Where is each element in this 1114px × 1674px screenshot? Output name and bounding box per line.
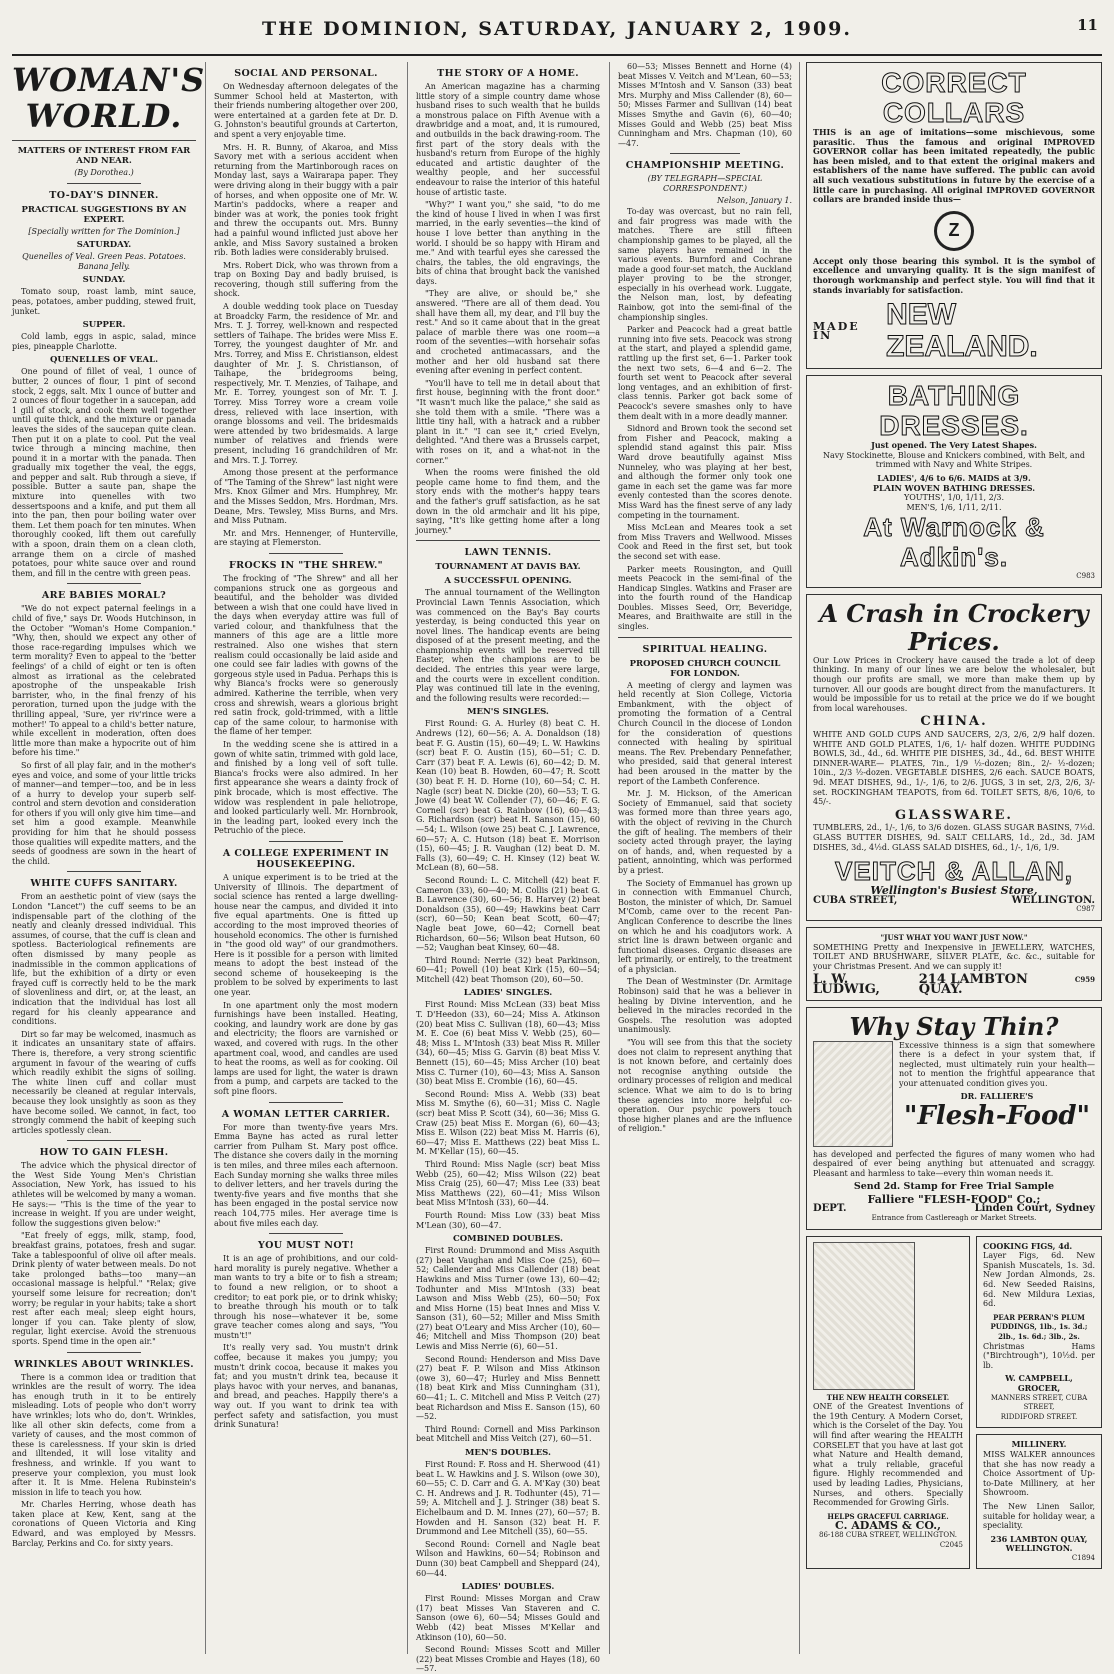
divider [67,1140,141,1141]
thin-body: Excessive thinness is a sign that somewhere there is a defect in your system that, if neglected, must ultimately ruin your health—not to mention the frightful appearance that your attenuated condition gives you. [899,1040,1095,1088]
section-title: WOMAN'S WORLD. [12,61,206,135]
article-paragraph: Parker meets Rousington, and Quill meets Peacock in the semi-final of the Handicap Singles. Watkins and Fraser are into the fourth round of the Handicap Doubles. Misses Seed, Orr, Beveridge, Meares, and Braithwaite are still in the singles. [618,564,792,632]
article-paragraph: So first of all play fair, and in the mother's eyes and voice, and some of your little tricks of manner—and temper—too, and be in less of a hurry to develop your superb self-control and stern devotion and consideration for others if you will only give him time—and set him a good example. Meanwhile providing for him that he should possess those qualities will expedite matters, and the seeds of goodness are sown in the heart of the child. [12,760,196,866]
divider [269,1102,343,1103]
ad-code: C983 [1076,572,1095,581]
corset-firm: C. ADAMS & CO., [835,1519,941,1533]
supper-menu: Cold lamb, eggs in aspic, salad, mince pies, pineapple Charlotte. [12,332,196,351]
figs-address: MANNERS STREET, CUBA STREET, [990,1393,1088,1412]
collar-brand-badge-icon: Z [934,211,974,251]
tennis-heading: LAWN TENNIS. [464,547,552,559]
article-paragraph: "They are alive, or should be," she answered. "There are all of them dead. You shall have them all, my dear, and I'll buy the rest." And so it came about that in the great palace of marble there was one room—a room of the seventies—with horsehair sofas and crocheted antimacassars, and the mother and her old husband sat there evening after evening in perfect content. [416,289,600,376]
divider [67,583,141,584]
thin-company: Falliere "FLESH-FOOD" Co.; [867,1192,1041,1206]
millinery-city: WELLINGTON. [1005,1543,1073,1554]
dinner-heading: TO-DAY'S DINNER. [49,189,159,201]
spiritual-subheading: PROPOSED CHURCH COUNCIL FOR LONDON. [629,658,781,679]
figs-pear: PEAR PERRAN'S PLUM PUDDINGS, 1lb., 1s. 3d.; 2lb., 1s. 6d.; 3lb., 2s. [990,1312,1088,1341]
ad-bathing-dresses [806,375,1102,588]
crockery-headline: A Crash in Crockery Prices. [819,598,1089,656]
sunday-label: SUNDAY. [82,275,126,286]
thin-doctor: DR. FALLIERE'S [960,1091,1034,1102]
results-paragraph: Fourth Round: Miss Low (33) beat Miss M'Lean (30), 60—47. [416,1210,600,1230]
divider [12,140,196,141]
figs-xmas: Christmas Hams ("Birchtrough"), 10½d. per lb. [983,1341,1095,1370]
ad-crockery [806,594,1102,921]
article-paragraph: One pound of fillet of veal, 1 ounce of butter, 2 ounces of flour, 1 pint of second stock, 2 eggs, salt. Mix 1 ounce of butter and 2 ounces of flour together in a saucepan, add 1 gill of stock, and cook them well together until quite thick, and the mixture or panada leaves the sides of the saucepan quite clean. Then put it on a plate to cool. Put the veal twice through a mincing machine, then pound it in a mortar with the panada. Then gradually mix together the veal, the eggs, and pepper and salt. Rub through a sieve, if possible. Butter a saute pan, shape the mixture into quenelles with two dessertspoons and a knife, and put them all into the pan, then pour boiling water over them. Let them poach for ten minutes. When thoroughly cooked, lift them out carefully with a spoon, drain them on a clean cloth, arrange them on a circle of mashed potatoes, pour white sauce over and round them, and fill in the centre with green peas. [12,367,196,578]
babies-heading: ARE BABIES MORAL? [41,590,167,602]
thin-address [813,1204,1095,1214]
article-paragraph: Dirt so far may be welcomed, inasmuch as it indicates an unsanitary state of affairs. There is, therefore, a very strong scientific argument in favour of the wearing of cuffs which readily exhibit the signs of soiling. The white linen cuff and collar must necessarily be cleaned at regular intervals, because they look unsightly as soon as they have become soiled. We cannot, in fact, too strongly commend the habit of keeping such articles spotlessly clean. [12,1029,196,1135]
article-paragraph: It's really very sad. You mustn't drink coffee, because it makes you jumpy; you mustn't drink cocoa, because it makes you fat; and you mustn't drink tea, because it plays havoc with your nerves, and bananas, and bread, and peaches. Happily there's a way out. If you want to drink tea with perfect safety and satisfaction, you must drink Sunatura! [214,1343,398,1430]
ludwig-footer [813,972,1095,997]
bathing-headline: BATHING DRESSES. [879,380,1029,442]
corset-body: ONE of the Greatest Inventions of the 19th Century. A Modern Corset, which is the Corselet of the Day. You will find after wearing the HEALTH CORSELET that you have at last got what Nature and Health demand, what a truly reliable, graceful figure. Highly recommended and used by leading Ladies, Physicians, Nurses, and others. Specially Recommended for Growing Girls. [813,1402,963,1508]
figs-items: Layer Figs, 6d. New Spanish Muscatels, 1s. 3d. New Jordan Almonds, 2s. 6d. New Seeded Raisins, 6d. New Mildura Lexias, 6d. [983,1251,1095,1309]
saturday-menu: Quenelles of Veal. Green Peas. Potatoes. Banana Jelly. [22,252,186,271]
divider [269,553,343,554]
ad-code: C959 [1074,975,1095,985]
supper-label: SUPPER. [82,320,126,331]
article-paragraph: Miss McLean and Meares took a set from Miss Travers and Wellwood. Misses Cook and Reed in the first set, but took the second set with ease. [618,523,792,561]
column-divider [799,62,800,1654]
article-paragraph: "You'll have to tell me in detail about that first house, beginning with the front door." "It wasn't much like the palace," she said as she told them with a smile. "There was a little tiny hall, with a hatrack and a rubber plant in it." "I can see it," cried Evelyn, delighted. "And there was a Brussels carpet, with roses on it, and a what-not in the corner." [416,378,600,465]
bathing-firm-name: At Warnock & Adkin's. [863,512,1045,573]
article-paragraph: On Wednesday afternoon delegates of the Summer School held at Masterton, with their friends numbering altogether over 200, were entertained at a garden fete at Dr. D. G. Johnston's beautiful grounds at Carterton, and spent a very enjoyable time. [214,82,398,139]
column-social [214,62,398,1654]
article-paragraph: For more than twenty-five years Mrs. Emma Bayne has acted as rural letter carrier from Pulham St. Mary post office. The distance she covers daily in the morning is ten miles, and three miles each afternoon. Each Sunday morning she walks three miles to deliver letters, and her travels during the twenty-five years and five months that she has been engaged in the postal service now reach 104,775 miles. Her average time is about five miles each day. [214,1122,398,1228]
results-paragraph: Second Round: L. C. Mitchell (42) beat F. Cameron (33), 60—40; M. Collis (21) beat G. B. Lawrence (30), 60—56; B. Harvey (2) beat Donaldson (35), 60—49; Hawkins beat Carr (scr), 60—50; Kean beat Scott, 60—47; Nagle beat Jowe, 60—42; Cornell beat Richardson, 60—56; Wilson beat Hutson, 60—52; Vaughan beat Kinsey, 60—48. [416,875,600,953]
ludwig-name: L. W. LUDWIG, [813,972,880,997]
ad-right-stack [976,1236,1102,1576]
article-paragraph: "Why?" I want you," she said, "to do me the kind of house I lived in when I was first married, in the early seventies—the kind of house I love better than anything in the world. I should be so happy with Hiram and me." And with tearful eyes she caressed the chairs, the tables, the old engravings, the bits of china that brought back the vanished days. [416,200,600,286]
millinery-head: MILLINERY. [1011,1439,1067,1450]
masthead-rule [12,54,1102,56]
divider [269,841,343,842]
corset-sender: HELPS GRACEFUL CARRIAGE. [827,1511,949,1521]
divider [67,1352,141,1353]
article-paragraph: Mrs. Robert Dick, who was thrown from a trap on Boxing Day and badly bruised, is recovering, though still suffering from the shock. [214,260,398,299]
crockery-tagline: Wellington's Busiest Store, [870,884,1038,898]
glassware-heading: GLASSWARE. [895,807,1013,823]
corset-address: 86-188 CUBA STREET, WELLINGTON. [819,1530,957,1539]
masthead [12,10,1102,58]
china-heading: CHINA. [920,714,988,730]
ladies-doubles-heading: LADIES' DOUBLES. [461,1582,555,1593]
figs-grocer: W. CAMPBELL, GROCER, [1005,1373,1073,1393]
championship-dateline: Nelson, January 1. [716,195,792,205]
results-paragraph: First Round: Miss McLean (33) beat Miss T. D'Heedon (33), 60—24; Miss A. Atkinson (20) beat Miss C. Sullivan (18), 60—43; Miss M. E. Coe (6) beat Miss V. Webb (25), 60—48; Miss L. M'Intosh (33) beat Miss R. Miller (34), 60—45; Miss G. Garvin (8) beat Miss V. Bennett (15), 60—45; Miss Archer (10) beat Miss C. Turner (10), 60—43; Miss A. Sanson (30) beat Miss E. Crombie (16), 60—45. [416,1000,600,1087]
results-paragraph: Third Round: Cornell and Miss Parkinson beat Mitchell and Miss Veitch (27), 60—51. [416,1424,600,1444]
article-paragraph: A unique experiment is to be tried at the University of Illinois. The department of social science has rented a large dwelling-house near the campus, and divided it into five equal apartments. One is fitted up according to the most improved theories of household economics. The other is furnished in "the good old way" of our grandmothers. Here is it possible for a person with limited means to adopt the best instead of the second scheme of housekeeping is the problem to be solved by experiments to last one year. [214,872,398,998]
crockery-city: WELLINGTON. [1011,894,1095,906]
ludwig-body: SOMETHING Pretty and Inexpensive in JEWELLERY, WATCHES, TOILET AND BRUSHWARE, SILVER PLATE, &c. &c., suitable for your Christmas Present. And we can supply it! [813,942,1095,971]
bathing-youths-price: YOUTHS', 1/0, 1/11, 2/3. [903,493,1005,503]
results-paragraph: 60—53; Misses Bennett and Horne (4) beat Misses V. Veitch and M'Lean, 60—53; Misses M'Intosh and V. Sanson (33) beat Mrs. Murphy and Miss Callender (8), 60—50; Misses Farmer and Sullivan (14) beat Misses Smythe and Gavin (6), 60—40; Misses Gould and Webb (25) beat Miss Cunningham and Mrs. Chapman (10), 60—47. [618,62,792,148]
thin-offer: Send 2d. Stamp for Free Trial Sample [853,1181,1055,1193]
bathing-mens-price: MEN'S, 1/6, 1/11, 2/11. [906,502,1002,512]
corset-caption: THE NEW HEALTH CORSELET. [826,1392,950,1402]
article-paragraph: Mr. J. M. Hickson, of the American Society of Emmanuel, said that society was formed more than three years ago, with the object of reviving in the Church the gift of healing. The members of their society acted through prayer, the laying on of hands, and, when requested by a patient, annointing, which was performed by a priest. [618,789,792,875]
masthead-title: THE DOMINION, SATURDAY, JANUARY 2, 1909. [261,18,852,40]
byline: (By Dorothea.) [74,168,134,177]
dinner-note: [Specially written for The Dominion.] [28,226,180,236]
ludwig-address: 214 LAMBTON QUAY. [918,972,1028,997]
millinery-address: 236 LAMBTON QUAY, [990,1533,1088,1544]
thin-product: "Flesh-Food" [903,1101,1091,1132]
results-paragraph: First Round: Drummond and Miss Asquith (27) beat Vaughan and Miss Coe (25), 60—52; Callender and Miss Callender (18) beat Hawkins and Miss Turner (owe 13), 60—42; Todhunter and Miss M'Intosh (33) beat Lawson and Miss Webb (25), 60—50; Fox and Miss Horne (15) beat Innes and Miss V. Sanson (31), 60—52; Miller and Miss Smith (27) beat O'Leary and Miss Archer (10), 60—46; Mitchell and Miss Thompson (20) beat Lewis and Miss Nerrie (6), 60—51. [416,1246,600,1352]
crockery-intro: Our Low Prices in Crockery have caused the trade a lot of deep thinking. In many of our lines we are below the wholesaler, but though our profits are small, we more than make them up by turnover. All our goods are bought direct from the manufacturers. It would be impossible for us to retail at the price we do if we bought from local warehouses. [813,655,1095,713]
ad-ludwig [806,927,1102,1001]
millinery-body: MISS WALKER announces that she has now ready a Choice Assortment of Up-to-Date Millinery, at her Showroom. [983,1449,1095,1498]
spiritual-heading: SPIRITUAL HEALING. [642,643,768,655]
ad-health-corselet [806,1236,970,1570]
letter-carrier-heading: A WOMAN LETTER CARRIER. [221,1108,391,1120]
crockery-street: CUBA STREET, [813,894,898,906]
article-paragraph: "You will see from this that the society does not claim to represent anything that is not known before, and certainly does not recognise anything outside the ordinary processes of religion and medical science. What we aim to do is to bring these agencies into more helpful co-operation. Our psychic powers touch those higher planes and are the influence of religion." [618,1038,792,1134]
article-paragraph: Mrs. H. R. Bunny, of Akaroa, and Miss Savory met with a serious accident when returning from the Martinborough races on Monday last, says a Wairarapa paper. They were driving along in their buggy with a pair of horses, and when opposite one of Mr. W. Martin's paddocks, where a reaper and binder was at work, the ponies took fright and threw the occupants out. Mrs. Bunny had a painful wound inflicted just above her ankle, and Miss Savory sustained a broken rib. Both ladies were considerably bruised. [214,142,398,258]
saturday-label: SATURDAY. [76,240,132,251]
dinner-subheading: PRACTICAL SUGGESTIONS BY AN EXPERT. [21,204,187,225]
article-paragraph: "We do not expect paternal feelings in a child of five," says Dr. Woods Hutchinson, in the October "Woman's Home Companion." "Why, then, should we expect any other of those race-regarding impulses which we term morality? Even to appeal to the 'better feelings' of a child of eight or ten is often almost as irrational as the celebrated apostrophe of the unspeakable Irish barrister, who, in the final frenzy of his peroration, turned upon the judge with the thrilling appeal, 'Sure, yer riv'rince were a mother!' To appeal to a child's better nature, while excellent in moderation, often does little more than make a hypocrite out of him before his time." [12,604,196,758]
corset-illustration-icon [813,1242,915,1390]
divider [618,637,792,638]
results-paragraph: Second Round: Misses Scott and Miller (22) beat Misses Crombie and Hayes (18), 60—57. [416,1645,600,1674]
column-tennis-healing [618,62,792,1654]
article-paragraph: The advice which the physical director of the West Side Young Men's Christian Association, New York, has issued to his athletes will be welcomed by many a woman. He says:— "This is the time of the year to increase in weight. If you are under weight, follow the suggestions given below:" [12,1161,196,1228]
thin-dept: DEPT. [813,1203,847,1215]
article-paragraph: To-day was overcast, but no rain fell, and fair progress was made with the matches. There are still fifteen championship games to be played, all the same players have remained in the various events. Burnford and Cochrane made a good four-set match, the Auckland player proving to be the stronger, especially in his overhead work. Luggate, the Nelson man, lost, by defeating Rainbow, got into the semi-final of the championship singles. [618,207,792,322]
page-number: 11 [1077,16,1098,34]
china-items: WHITE AND GOLD CUPS AND SAUCERS, 2/3, 2/6, 2/9 half dozen. WHITE AND GOLD PLATES, 1/6, 1/- half dozen. WHITE PUDDING BOWLS, 3d., 4d., 6d. WHITE PIE DISHES, 3d., 4d., 6d. BEST WHITE DINNER-WARE— PLATES, 7in., 1/9 ½-dozen; 8in., 2/- ½-dozen; 10in., 2/3 ½-dozen. VEGETABLE DISHES, 2/6 each. SAUCE BOATS, 9d. MEAT DISHES, 9d., 1/-, 1/6, to 2/6. JUGS, 3 in set, 2/3, 2/6, 3/- set. ROCKINGHAM TEAPOTS, from 6d. TOILET SETS, 8/6, 10/6, to 45/-. [813,730,1095,807]
collars-body-2: Accept only those bearing this symbol. It is the symbol of excellence and unvarying quality. It is the sign manifest of thorough workmanship and perfect style. You will find that it stands invariably for satisfaction. [813,255,1095,295]
results-paragraph: Third Round: Miss Nagle (scr) beat Miss Webb (25), 60—42; Miss Wilson (22) beat Miss Craig (25), 60—47; Miss Lee (33) beat Miss Matthews (22), 60—41; Miss Wilson beat Miss M'Intosh (33), 60—44. [416,1159,600,1208]
article-paragraph: Sidnord and Brown took the second set from Fisher and Peacock, making a splendid stand against this pair. Miss Ward drove beautifully against Miss Nunneley, who was playing at her best, and although the former only took one game in each set the game was far more evenly contested than the scores denote. Miss Ward has the finest serve of any lady competing in the tournament. [618,424,792,520]
article-paragraph: The annual tournament of the Wellington Provincial Lawn Tennis Association, which was commenced on the Bay's Bay courts yesterday, is being conducted this year on novel lines. The handicap events are being disposed of at the present meeting, and the championship events will be reserved till Easter, when the champions are to be decided. The entries this year were large, and the courts were in excellent condition. Play was continued till late in the evening, and the following results were recorded:— [416,588,600,703]
sunday-menu: Tomato soup, roast lamb, mint sauce, peas, potatoes, amber pudding, stewed fruit, junket. [12,287,196,316]
figs-address-2: RIDDIFORD STREET. [1000,1412,1078,1421]
results-paragraph: Second Round: Cornell and Nagle beat Wilson and Hawkins, 60—54; Robinson and Dunn (30) beat Campbell and Sheppard (24), 60—44. [416,1539,600,1578]
divider [67,871,141,872]
collars-body: THIS is an age of imitations—some mischievous, some parasitic. Thus the famous and original IMPROVED GOVERNOR collar has been imitated repeatedly, the public has been misled, and to that extent the original makers and establishers of the name have suffered. The public can avoid all such vexatious substitutions in future by the exercise of a little care in purchasing. All original IMPROVED GOVERNOR collars are branded inside thus— [813,127,1095,205]
thin-headline: Why Stay Thin? [849,1011,1059,1041]
bathing-subhead: Just opened. The Very Latest Shapes. [871,440,1037,451]
column-divider [609,62,610,1654]
article-paragraph: Mr. and Mrs. Hennenger, of Hunterville, are staying at Flemerston. [214,528,398,548]
advertisements-column [806,62,1102,1654]
divider [416,540,600,541]
mens-singles-heading: MEN'S SINGLES. [467,707,549,718]
made-in-new-zealand [813,299,1095,363]
column-divider [407,62,408,1654]
quenelles-heading: QUENELLES OF VEAL. [49,355,159,366]
article-paragraph: Among those present at the performance of "The Taming of the Shrew" last night were Mrs. Knox Gilmer and Mrs. Humphrey, Mr. and the Misses Seddon, Mrs. Hordman, Mrs. Deane, Mrs. Tewsley, Miss Burns, and Mrs. and Miss Putnam. [214,468,398,526]
thin-city: Linden Court, Sydney [974,1203,1095,1215]
article-paragraph: An American magazine has a charming little story of a simple country dame whose husband rises to such wealth that he builds a monstrous palace on Fifth Avenue with a drawbridge and a moat, and, it is rumoured, and outbuilds in the back drawing-room. The first part of the story deals with the husband's return from Europe of the highly educated and artistic daughter of the wealthy people, and her successful endeavour to raise the interior of this hateful house of artistic taste. [416,82,600,197]
ad-flesh-food [806,1007,1102,1230]
mens-doubles-heading: MEN'S DOUBLES. [465,1448,551,1458]
ad-code: C1894 [1071,1553,1095,1562]
social-heading: SOCIAL AND PERSONAL. [234,68,378,79]
article-paragraph: When the rooms were finished the old people came home to find them, and the story ends with the mother's happy tears and the father's gruff satisfaction, as he sat down in the old armchair and lit his pipe, saying, "It's like getting home after a long journey." [416,468,600,535]
article-paragraph: "Eat freely of eggs, milk, stamp, food, breakfast grains, potatoes, fresh and sugar. Take a tablespoonful of olive oil after meals. Drink plenty of water between meals. Do not take prolonged baths—too many—an occasional massage is helpful." "Relax; give yourself some leisure for recreation; don't worry; be regular in your habits; take a short rest after each meal; sleep eight hours, longer if you can. Take plenty of slow, regular, light exercise. Avoid the strenuous sports. Spend time in the open air." [12,1231,196,1346]
divider [67,183,141,184]
thin-entrance: Entrance from Castlereagh or Market Streets. [871,1214,1037,1223]
frocks-heading: FROCKS IN "THE SHREW." [228,559,384,571]
millinery-body-2: The New Linen Sailor, suitable for holiday wear, a speciality. [983,1501,1095,1531]
college-heading: A COLLEGE EXPERIMENT IN HOUSEKEEPING. [222,847,390,870]
woman-illustration-icon [813,1041,893,1147]
bathing-plain-head: PLAIN WOVEN BATHING DRESSES. [872,482,1036,493]
article-paragraph: The Society of Emmanuel has grown up in connection with Emmanuel Church, Boston, the minister of which, Dr. Samuel M'Comb, came over to the recent Pan-Anglican Conference to describe the lines on which he and his coadjutors work. A strict line is drawn between organic and functional diseases. Organic diseases are left primarily, or entirely, to the treatment of a physician. [618,878,792,974]
ad-cooking-figs [976,1236,1102,1429]
championship-source: (BY TELEGRAPH—SPECIAL CORRESPONDENT.) [647,174,763,193]
results-paragraph: Second Round: Miss A. Webb (33) beat Miss M. Smythe (6), 60—31; Miss C. Nagle (scr) beat Miss P. Scott (34), 60—36; Miss G. Craw (25) beat Miss E. Morgan (6), 60—43; Miss E. Wilson (22) beat Miss M. Harris (6), 60—47; Miss E. Matthews (22) beat Miss L. M. M'Kellar (15), 60—45. [416,1089,600,1157]
article-paragraph: In the wedding scene she is attired in a gown of white satin, trimmed with gold lace, and finished by a long veil of soft tulle. Bianca's frocks were also admired. In her first appearance she wears a dainty frock of pink brocade, which is most effective. The widow was resplendent in pale heliotrope, and looked particularly well. Mr. Hornbrook, in the leading part, looked every inch the Petruchio of the piece. [214,740,398,836]
crockery-address [813,896,1095,906]
divider [269,1233,343,1234]
ad-millinery [976,1434,1102,1569]
story-heading: THE STORY OF A HOME. [437,68,579,79]
article-paragraph: In one apartment only the most modern furnishings have been installed. Heating, cooking, and laundry work are done by gas and electricity; the floors are varnished or waxed, and covered with rugs. In the other apartment coal, wood, and candles are used to heat the rooms, as well as for cooking. Oil lamps are used for light, the water is drawn from a pump, and carpets are tacked to the soft pine floors. [214,1000,398,1096]
bathing-ladies-price: LADIES', 4/6 to 6/6. MAIDS at 3/9. [877,472,1031,483]
figs-head: COOKING FIGS, 4d. [983,1240,1073,1251]
results-paragraph: First Round: Misses Morgan and Craw (17) beat Misses Van Staveren and C. Sanson (owe 6), 60—54; Misses Gould and Webb (42) beat Misses M'Kellar and Atkinson (10), 60—50. [416,1594,600,1642]
must-not-heading: YOU MUST NOT! [257,1240,355,1252]
section-subtitle: MATTERS OF INTEREST FROM FAR AND NEAR. [17,146,191,166]
glassware-items: TUMBLERS, 2d., 1/-, 1/6, to 3/6 dozen. GLASS SUGAR BASINS, 7½d. GLASS BUTTER DISHES, 9d. SALT CELLARS, 1d., 2d., 3d. JAM DISHES, 3d., 4½d. GLASS SALAD DISHES, 6d., 1/-, 1/6, 1/9. [813,823,1095,852]
ludwig-tagline: "JUST WHAT YOU WANT JUST NOW." [880,932,1028,942]
flesh-heading: HOW TO GAIN FLESH. [39,1147,169,1159]
tennis-subheading: TOURNAMENT AT DAVIS BAY. [435,562,581,573]
ad-bottom-row [806,1236,1102,1576]
article-paragraph: The Dean of Westminster (Dr. Armitage Robinson) said that he was a believer in healing by Divine intervention, and he believed in the miracles recorded in the Gospels. The resolution was adopted unanimously. [618,977,792,1035]
championship-heading: CHAMPIONSHIP MEETING. [625,160,785,172]
results-paragraph: Third Round: Nerrie (32) beat Parkinson, 60—41; Powell (10) beat Kirk (15), 60—54; Mitchell (42) beat Thomson (20), 60—50. [416,955,600,984]
new-zealand-label: NEW ZEALAND. [886,298,1038,364]
article-paragraph: Mr. Charles Herring, whose death has taken place at Kew, Kent, sang at the coronations of Queen Victoria and King Edward, and was employed by Messrs. Barclay, Perkins and Co. for sixty years. [12,1500,196,1548]
bathing-body: Navy Stockinette, Blouse and Knickers combined, with Belt, and trimmed with Navy and White Stripes. [823,450,1085,470]
column-womans-world [12,61,206,1654]
crockery-firm-name: VEITCH & ALLAN, [835,856,1073,887]
divider [670,153,740,154]
ladies-singles-heading: LADIES' SINGLES. [463,988,553,999]
results-paragraph: Second Round: Henderson and Miss Dave (27) beat F. P. Wilson and Miss Atkinson (owe 3), 60—47; Hurley and Miss Bennett (18) beat Kirk and Miss Cunningham (31), 60—41; L. C. Mitchell and Miss P. Veitch (27) beat Richardson and Miss E. Sanson (15), 60—52. [416,1354,600,1422]
article-paragraph: It is an age of prohibitions, and our cold-hard morality is purely negative. Whether a man wants to try a bite or to fish a stream; to found a new religion, or to shoot a creditor; to eat pork pie, or to drink whisky; to breathe through his mouth or to talk through his nose—whatever it be, some grave teacher comes along and says, "You mustn't!" [214,1254,398,1340]
ad-code: C987 [1076,905,1095,914]
combined-doubles-heading: COMBINED DOUBLES. [453,1234,563,1245]
results-paragraph: First Round: F. Ross and H. Sherwood (41) beat L. W. Hawkins and J. S. Wilson (owe 30), 60—55; C. D. Carr and G. A. M'Kay (30) beat C. H. Andrews and J. R. Todhunter (45), 71—59; A. Mitchell and J. J. Stringer (38) beat S. Eichelbaum and D. M. Innes (27), 60—57; B. Howden and H. Sanson (32) beat H. F. Drummond and Lee Mitchell (35), 60—55. [416,1460,600,1537]
article-paragraph: A meeting of clergy and laymen was held recently at Sion College, Victoria Embankment, with the object of promoting the formation of a Central Church Council in the diocese of London for the consideration of questions connected with healing by spiritual means. The Rev. Prebendary Pennefather, who presided, said that general interest had been aroused in the matter by the report of the Lambeth Conference. [618,680,792,786]
column-story-tennis [416,62,600,1674]
thin-body-2: has developed and perfected the figures of many women who had despaired of ever being anything but attenuated and scraggy. Pleasant and harmless to take—every thin woman needs it. [813,1149,1095,1178]
tennis-subheading-2: A SUCCESSFUL OPENING. [444,576,572,587]
wrinkles-heading: WRINKLES ABOUT WRINKLES. [14,1358,194,1370]
made-in-label: MADE IN [813,319,860,343]
article-paragraph: There is a common idea or tradition that wrinkles are the result of worry. The idea has enough truth in it to be entirely misleading. Lots of people who don't worry have wrinkles; lots who do, don't. Wrinkles, like all other skin defects, come from a variety of causes, and the most common of these is carelessness. If your skin is dried and illtended, it will lose vitality and freshness, and wrinkle. If you want to preserve your complexion, you must look after it. It is Mme. Helena Rubinstein's mission in life to teach you how. [12,1372,196,1497]
collars-headline: CORRECT COLLARS [881,67,1027,128]
article-paragraph: The frocking of "The Shrew" and all her companions struck one as gorgeous and beautiful, and the beholder was divided between a wish that one could have lived in the days when everyday attire was full of varied colour, and thankfulness that the manners of this age are a little more restrained. Also one wishes that stern realism could occasionally be laid aside and one could see fair ladies with gowns of the gorgeous style used in Padua. Perhaps this is why Bianca's frocks were so generously admired. Katherine the terrible, when very cross and shrewish, wears a glorious bright red satin frock, gold-trimmed, with a little cap of the same colour, to harmonise with the flame of her temper. [214,573,398,737]
ad-code: C2045 [939,1540,963,1549]
ad-correct-collars [806,62,1102,369]
column-divider [205,62,206,1654]
results-paragraph: First Round: G. A. Hurley (8) beat C. H. Andrews (12), 60—56; A. A. Donaldson (18) beat F. G. Austin (15), 60—49; L. W. Hawkins (scr) beat F. O. Austin (15), 60—51; C. D. Carr (37) beat F. A. Lewis (6), 60—42; D. M. Kean (10) beat B. Howden, 60—47; R. Scott (30) beat F. H. D. Horne (10), 60—54; C. H. Nagle (scr) beat N. Dickie (20), 60—53; T. G. Jowe (4) beat W. Collender (7), 60—46; F. G. Cornell (scr) beat G. Rainbow (16), 60—43; G. Richardson (scr) beat H. Sanson (15), 60—54; L. Wilson (owe 25) beat C. J. Lawrence, 60—57; A. C. Hutson (18) beat E. Morrison (15), 60—45; J. R. Vaughan (12) beat D. M. Falls (3), 60—49; C. H. Kinsey (12) beat W. McLean (8), 60—58. [416,719,600,873]
cuffs-heading: WHITE CUFFS SANITARY. [30,878,178,890]
article-paragraph: Parker and Peacock had a great battle running into five sets. Peacock was strong at the start, and played a splendid game, rattling up the first set, 6—1. Parker took the next two sets, 6—4 and 6—2. The fourth set went to Peacock after several long ventages, and an exhibition of first-class tennis. Parker got back some of Peacock's severe smashes only to have them dealt with in a more deadly manner. [618,325,792,421]
article-paragraph: From an aesthetic point of view (says the London "Lancet") the cuff seems to be an indispensable part of the clothing of the neatly and cleanly dressed individual. This assumes, of course, that the cuff is clean and spotless. Bacteriological refinements are often dismissed by many people as inadmissible in the common applications of life, but the exhibition of a dirty or even frayed cuff is correctly held to be the mark of slovenliness and dirt, or, at the least, an indication that the individual has lost all regard for his cleanly appearance and conditions. [12,892,196,1027]
article-paragraph: A double wedding took place on Tuesday at Broadcky Farm, the residence of Mr. and Mrs. T. J. Torrey, well-known and respected settlers of Taihape. The brides were Miss E. Torrey, the youngest daughter of Mr. and Mrs. Torrey, and Miss E. Christianson, eldest daughter of Mr. J. S. Christianson, of Taihape, the bridegrooms being, respectively, Mr. T. Menzies, of Taihape, and Mr. E. Torrey, youngest son of Mr. T. J. Torrey. Miss Torrey wore a cream voile dress, relieved with lace insertion, with orange blossoms and veil. The bridesmaids were attended by two bridesmaids. A large number of relatives and friends were present, including 16 grandchildren of Mr. and Mrs. T. J. Torrey. [214,302,398,465]
